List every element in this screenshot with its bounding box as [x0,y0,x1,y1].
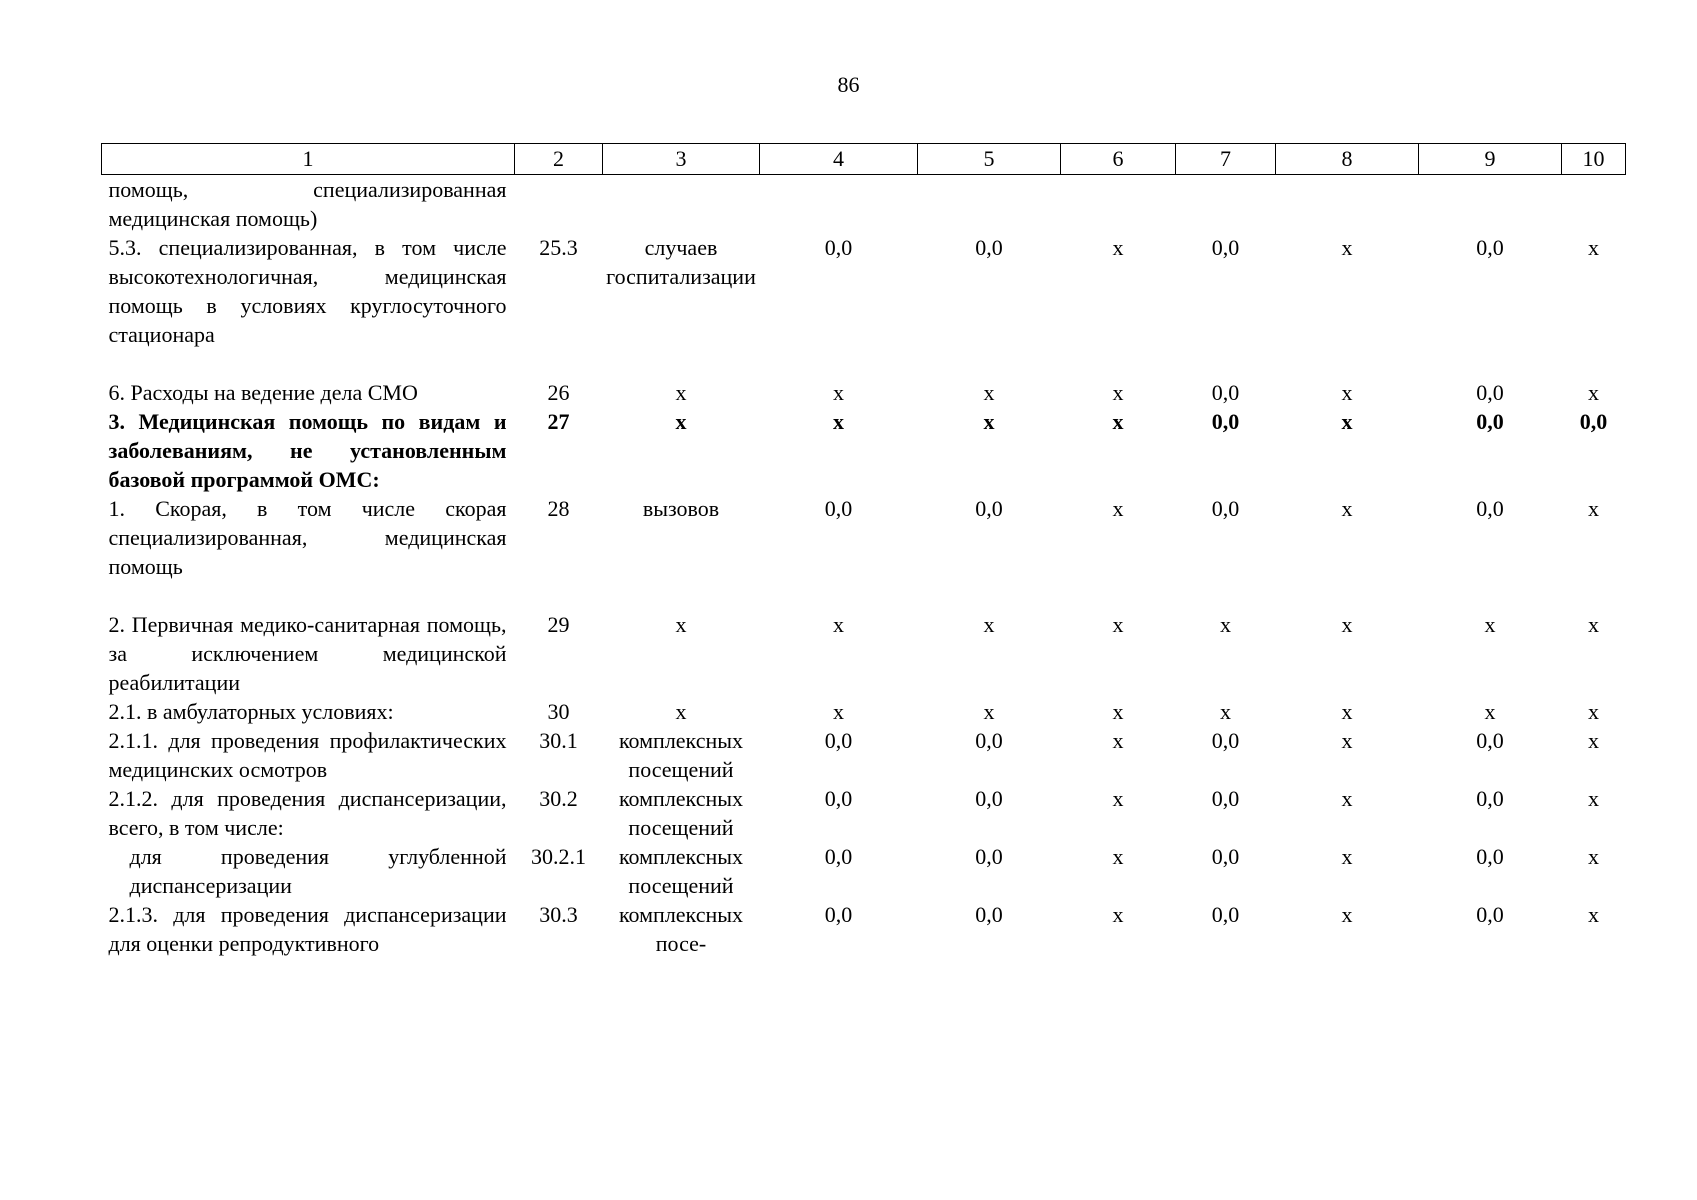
data-table [101,143,1626,958]
header-col-3: 3 [603,144,760,175]
row-col-7: 0,0 [1211,844,1240,869]
table-row [102,407,1626,494]
row-col-6: х [1112,902,1124,927]
row-col-4: 0,0 [824,496,853,521]
row-col-8: х [1341,786,1353,811]
row-col-10: 0,0 [1579,409,1608,434]
row-label: помощь, специализированная медицинская помощь) [108,177,507,231]
row-unit: комплексных посещений [618,786,744,840]
header-col-8: 8 [1276,144,1419,175]
table-body [102,175,1626,959]
header-row [102,144,1626,175]
row-col-8 [1276,175,1419,234]
row-col-6: х [1112,235,1124,260]
row-unit: комплексных посе- [618,902,744,956]
row-col-10: х [1588,728,1599,753]
row-label: 3. Медицинская помощь по видам и заболеваниям, не установленным базовой программой ОМС: [108,409,507,492]
header-col-6: 6 [1061,144,1176,175]
row-col-8: х [1341,902,1353,927]
row-unit: комплексных посещений [618,844,744,898]
row-col-7: х [1220,612,1231,637]
row-unit [603,175,760,234]
row-code: 30.2.1 [531,844,586,869]
table-row [102,233,1626,378]
row-unit: х [675,699,687,724]
row-col-5: 0,0 [975,728,1003,753]
row-code: 27 [547,409,570,434]
row-col-7: 0,0 [1211,496,1240,521]
row-col-6: х [1112,844,1124,869]
row-col-4: х [833,612,844,637]
row-col-4: 0,0 [824,786,853,811]
row-col-10: х [1588,380,1599,405]
page-number: 86 [837,72,860,97]
row-col-6: х [1112,612,1124,637]
row-col-5: х [983,409,995,434]
table-row [102,900,1626,958]
row-code: 26 [547,380,570,405]
row-col-5: х [983,380,995,405]
row-unit: х [675,612,687,637]
row-col-10: х [1588,902,1599,927]
row-col-7: х [1220,699,1231,724]
row-col-9: 0,0 [1476,902,1504,927]
table-header [102,144,1626,175]
row-col-5: 0,0 [975,902,1003,927]
row-label: 2. Первичная медико-санитарная помощь, за исключением медицинской реабилитации [108,612,507,695]
row-col-4: 0,0 [824,728,853,753]
row-unit: комплексных посещений [618,728,744,782]
row-col-10: х [1588,612,1599,637]
row-col-6: х [1112,496,1124,521]
row-col-7: 0,0 [1211,728,1240,753]
row-col-5: 0,0 [975,235,1003,260]
row-col-8: х [1341,380,1353,405]
row-col-4: 0,0 [824,235,853,260]
row-col-8: х [1341,409,1353,434]
row-col-10: х [1588,844,1599,869]
header-col-2: 2 [515,144,603,175]
row-col-4: 0,0 [824,844,853,869]
row-col-10: х [1588,786,1599,811]
row-unit: х [675,409,687,434]
row-col-9: 0,0 [1476,844,1504,869]
row-col-9: 0,0 [1476,496,1504,521]
header-col-9: 9 [1419,144,1562,175]
table-row [102,842,1626,900]
row-col-8: х [1341,496,1353,521]
row-col-8: х [1341,728,1353,753]
row-col-5: х [983,612,995,637]
header-col-4: 4 [760,144,918,175]
row-col-9 [1419,175,1562,234]
header-col-7: 7 [1176,144,1276,175]
row-col-8: х [1341,844,1353,869]
row-code [515,175,603,234]
row-label: 5.3. специализированная, в том числе высокотехнологичная, медицинская помощь в условиях круглосуточного стационара [108,235,507,347]
row-col-4 [760,175,918,234]
row-label: 2.1.1. для проведения профилактических медицинских осмотров [108,728,507,782]
row-code: 28 [547,496,570,521]
row-col-9: 0,0 [1476,786,1504,811]
row-col-9: 0,0 [1476,728,1504,753]
row-col-9: х [1484,699,1496,724]
row-code: 30 [547,699,570,724]
header-col-5: 5 [918,144,1061,175]
row-col-6: х [1112,728,1124,753]
row-col-9: х [1484,612,1496,637]
row-col-10: х [1588,496,1599,521]
row-code: 30.1 [539,728,578,753]
row-unit: вызовов [642,496,720,521]
row-code: 25.3 [539,235,578,260]
row-col-10: х [1588,235,1599,260]
row-label: 2.1.3. для проведения диспансеризации для оценки репродуктивного [108,902,507,956]
row-col-7: 0,0 [1211,380,1240,405]
row-code: 30.3 [539,902,578,927]
table-row [102,726,1626,784]
row-col-4: х [833,380,844,405]
row-label: 6. Расходы на ведение дела СМО [108,380,418,405]
row-col-5 [918,175,1061,234]
table-row [102,610,1626,697]
row-col-5: 0,0 [975,844,1003,869]
row-col-8: х [1341,235,1353,260]
row-label: 1. Скорая, в том числе скорая специализированная, медицинская помощь [108,496,507,579]
row-col-6: х [1112,380,1124,405]
row-col-8: х [1341,612,1353,637]
header-col-10: 10 [1562,144,1626,175]
row-col-5: 0,0 [975,786,1003,811]
row-col-7: 0,0 [1211,409,1240,434]
row-code: 29 [547,612,570,637]
row-col-4: х [833,699,844,724]
row-col-7: 0,0 [1211,902,1240,927]
table-row [102,697,1626,726]
row-code: 30.2 [539,786,578,811]
row-col-5: 0,0 [975,496,1003,521]
row-col-7 [1176,175,1276,234]
row-col-8: х [1341,699,1353,724]
row-unit: случаев госпитализации [606,235,756,289]
row-label: 2.1.2. для проведения диспансеризации, всего, в том числе: [108,786,507,840]
row-col-9: 0,0 [1476,235,1504,260]
row-label: 2.1. в амбулаторных условиях: [108,699,394,724]
row-label: для проведения углубленной диспансеризации [129,844,507,898]
table-row [102,378,1626,407]
row-col-5: х [983,699,995,724]
row-col-6: х [1112,786,1124,811]
row-col-4: 0,0 [824,902,853,927]
row-col-6: х [1112,699,1124,724]
row-col-10 [1562,175,1626,234]
row-col-4: х [833,409,844,434]
header-col-1: 1 [102,144,515,175]
row-col-7: 0,0 [1211,235,1240,260]
row-col-9: 0,0 [1476,380,1504,405]
row-col-6 [1061,175,1176,234]
row-col-6: х [1112,409,1124,434]
row-col-10: х [1588,699,1599,724]
table-row [102,784,1626,842]
table-row [102,175,1626,234]
table-row [102,494,1626,610]
row-col-9: 0,0 [1476,409,1504,434]
row-unit: х [675,380,687,405]
row-col-7: 0,0 [1211,786,1240,811]
